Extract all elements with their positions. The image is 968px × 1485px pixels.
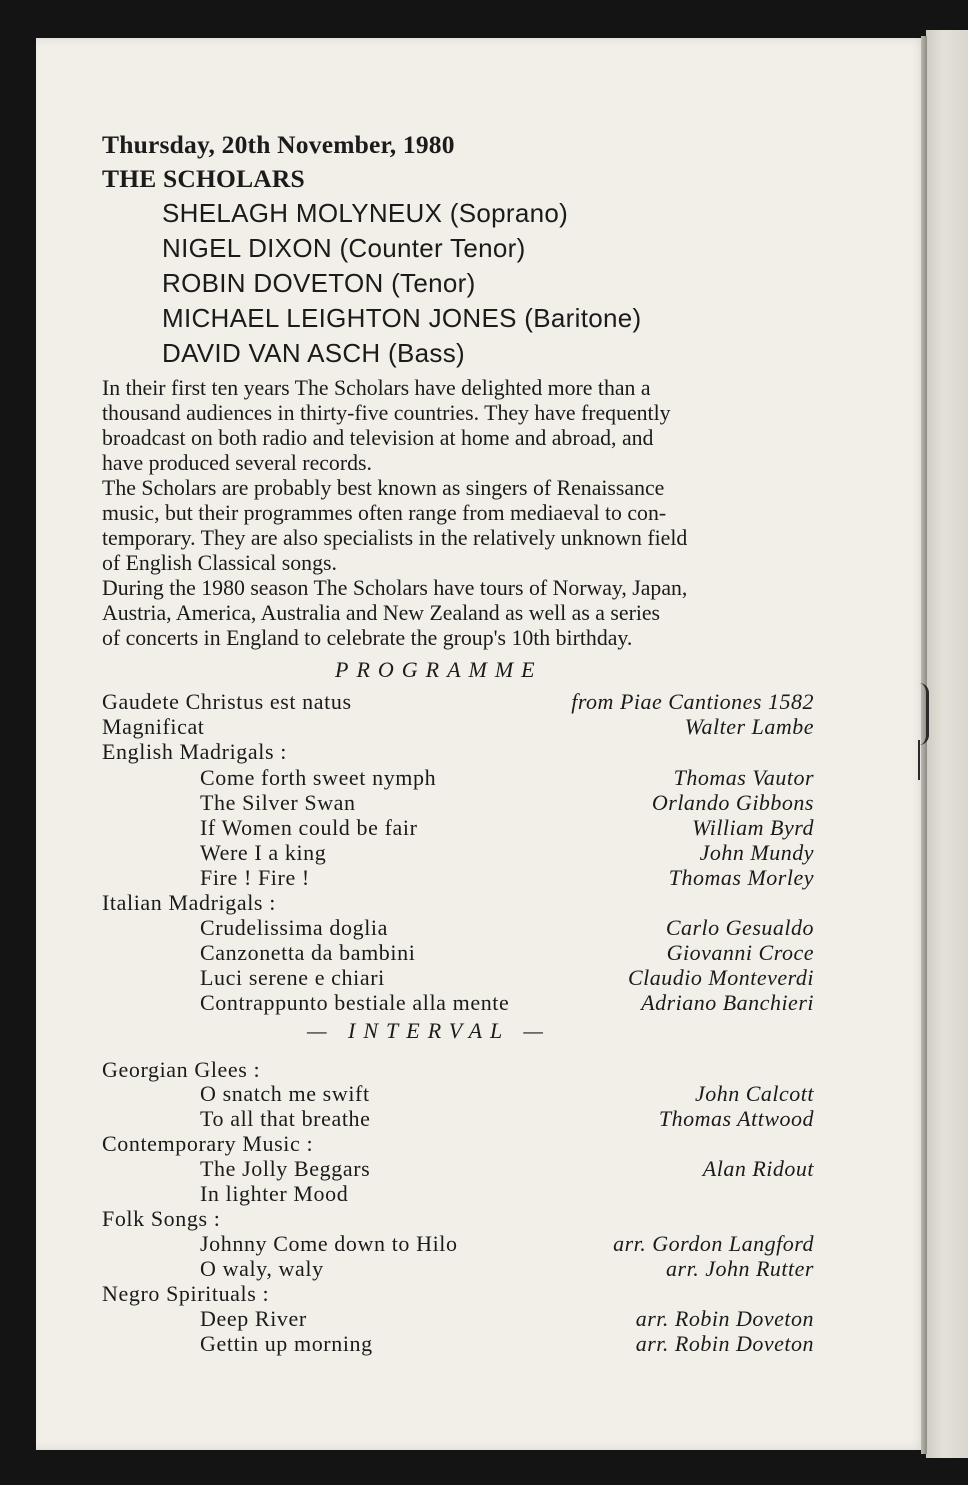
programme-category: Georgian Glees : [102, 1057, 261, 1082]
performer: DAVID VAN ASCH (Bass) [162, 338, 465, 368]
programme-category: Negro Spirituals : [102, 1281, 270, 1306]
paragraph-line: temporary. They are also specialists in the relatively unknown field [102, 526, 688, 550]
ensemble-name: THE SCHOLARS [102, 164, 305, 193]
programme-item-composer: William Byrd [692, 815, 814, 840]
paragraph-line: broadcast on both radio and television at home and abroad, and [102, 426, 654, 450]
repertoire-paragraph [102, 476, 814, 576]
binding-clip-mark-lower [918, 740, 934, 780]
performer: ROBIN DOVETON (Tenor) [162, 268, 476, 298]
season-paragraph [102, 576, 814, 651]
programme-heading: PROGRAMME [335, 657, 543, 682]
programme-item-title: The Silver Swan [200, 790, 356, 815]
programme-item-composer: Alan Ridout [702, 1156, 814, 1181]
programme-item-title: Magnificat [102, 714, 205, 739]
paragraph-line: In their first ten years The Scholars have delighted more than a [102, 376, 651, 400]
programme-item-title: Luci serene e chiari [200, 965, 385, 990]
programme-item-composer: arr. Robin Doveton [635, 1306, 814, 1331]
programme-item-title: Canzonetta da bambini [200, 940, 416, 965]
paragraph-line: of English Classical songs. [102, 551, 337, 575]
programme-category: Contemporary Music : [102, 1131, 314, 1156]
programme-item-composer: arr. John Rutter [666, 1256, 814, 1281]
programme-item-composer: Thomas Morley [668, 865, 814, 890]
programme-item-composer: Thomas Attwood [658, 1106, 814, 1131]
programme-item-title: Fire ! Fire ! [200, 865, 310, 890]
paragraph-line: The Scholars are probably best known as singers of Renaissance [102, 476, 665, 500]
intro-paragraph [102, 376, 814, 476]
programme-item-composer: arr. Gordon Langford [613, 1231, 814, 1256]
interval-heading: — INTERVAL — [307, 1018, 551, 1043]
programme-item-title: Crudelissima doglia [200, 915, 388, 940]
programme-item-composer: John Calcott [694, 1081, 814, 1106]
concert-date: Thursday, 20th November, 1980 [102, 130, 455, 159]
programme-category: English Madrigals : [102, 739, 287, 764]
programme-item-title: Gettin up morning [200, 1331, 373, 1356]
paragraph-line: During the 1980 season The Scholars have tours of Norway, Japan, [102, 576, 688, 600]
programme-category: Italian Madrigals : [102, 890, 276, 915]
programme-item-composer: Orlando Gibbons [651, 790, 814, 815]
programme-item-composer: from Piae Cantiones 1582 [571, 689, 814, 714]
paragraph-line: of concerts in England to celebrate the group's 10th birthday. [102, 626, 633, 650]
programme-category: Folk Songs : [102, 1206, 221, 1231]
programme-item-title: In lighter Mood [200, 1181, 349, 1206]
programme-item-title: Deep River [200, 1306, 307, 1331]
programme-item-title: Johnny Come down to Hilo [200, 1231, 458, 1256]
programme-item-composer: John Mundy [699, 840, 814, 865]
paragraph-line: have produced several records. [102, 451, 372, 475]
programme-item-composer: Giovanni Croce [666, 940, 814, 965]
programme-item-composer: arr. Robin Doveton [635, 1331, 814, 1356]
programme-item-composer: Adriano Banchieri [641, 990, 814, 1015]
performer: MICHAEL LEIGHTON JONES (Baritone) [162, 303, 642, 333]
programme-item-title: The Jolly Beggars [200, 1156, 371, 1181]
programme-item-composer: Walter Lambe [684, 714, 814, 739]
programme-item-title: O snatch me swift [200, 1081, 370, 1106]
performer: SHELAGH MOLYNEUX (Soprano) [162, 198, 569, 228]
programme-item-title: O waly, waly [200, 1256, 324, 1281]
programme-item-composer: Thomas Vautor [673, 765, 814, 790]
programme-item-title: Come forth sweet nymph [200, 765, 437, 790]
programme-item-composer: Claudio Monteverdi [628, 965, 814, 990]
programme-item-title: Gaudete Christus est natus [102, 689, 352, 714]
paragraph-line: Austria, America, Australia and New Zealand as well as a series [102, 601, 661, 625]
programme-item-title: Contrappunto bestiale alla mente [200, 990, 510, 1015]
programme-item-composer: Carlo Gesualdo [665, 915, 814, 940]
programme-item-title: If Women could be fair [200, 815, 418, 840]
programme-item-title: To all that breathe [200, 1106, 371, 1131]
programme-item-title: Were I a king [200, 840, 327, 865]
paragraph-line: music, but their programmes often range from mediaeval to con- [102, 501, 667, 525]
performer: NIGEL DIXON (Counter Tenor) [162, 233, 526, 263]
paragraph-line: thousand audiences in thirty-five countries. They have frequently [102, 401, 671, 425]
binding-clip-mark [912, 683, 929, 745]
